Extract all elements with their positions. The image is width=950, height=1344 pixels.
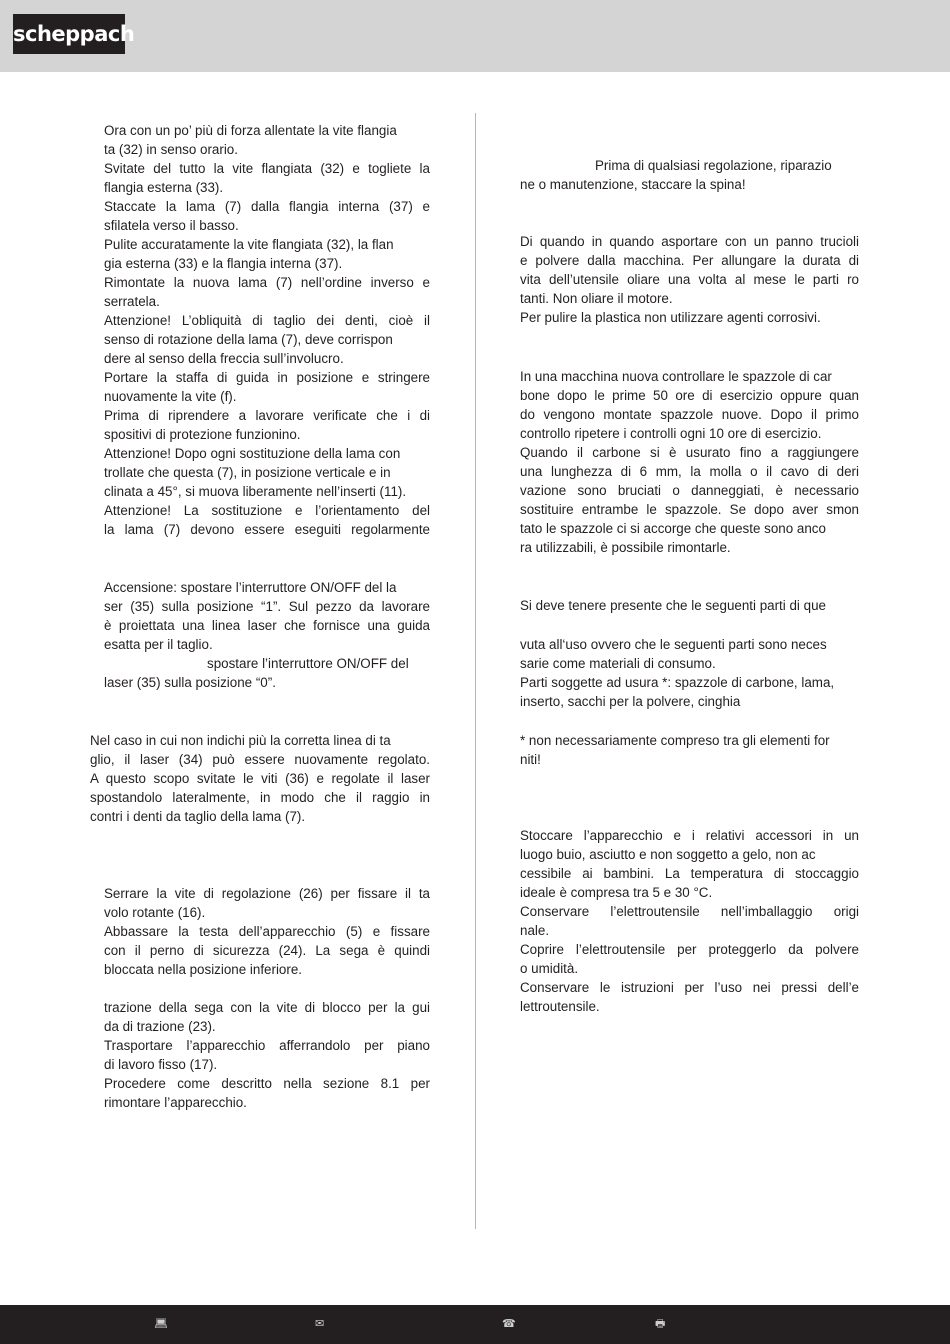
right-text-line: sostituire entrambe le spazzole. Se dopo aver smon: [520, 502, 859, 517]
right-text-line: * non necessariamente compreso tra gli elementi for: [520, 733, 830, 748]
phone-icon: ☎︎: [502, 1318, 516, 1330]
left-text-line: trazione della sega con la vite di blocco per la gui: [104, 1000, 430, 1015]
computer-icon: 💻︎: [154, 1318, 168, 1330]
left-text-line: sfilatela verso il basso.: [104, 218, 239, 233]
right-text-line: In una macchina nuova controllare le spazzole di car: [520, 369, 832, 384]
right-text-line: tato le spazzole ci si accorge che queste sono anco: [520, 521, 826, 536]
right-text-line: una lunghezza di 6 mm, la molla o il cavo di deri: [520, 464, 859, 479]
left-text-line: Serrare la vite di regolazione (26) per fissare il ta: [104, 886, 430, 901]
right-text-line: o umidità.: [520, 961, 579, 976]
left-text-line: laser (35) sulla posizione “0”.: [104, 675, 276, 690]
left-text-line: senso di rotazione della lama (7), deve corrispon: [104, 332, 393, 347]
right-text-line: cessibile ai bambini. La temperatura di stoccaggio: [520, 866, 859, 881]
left-text-line: contri i denti da taglio della lama (7).: [90, 809, 306, 824]
left-text-line: Prima di riprendere a lavorare verificate che i di: [104, 408, 430, 423]
left-text-line: Abbassare la testa dell’apparecchio (5) e fissare: [104, 924, 430, 939]
left-text-line: con il perno di sicurezza (24). La sega è quindi: [104, 943, 430, 958]
right-text-line: e polvere dalla macchina. Per allungare la durata di: [520, 253, 859, 268]
left-text-line: bloccata nella posizione inferiore.: [104, 962, 303, 977]
page-footer: [0, 1305, 950, 1344]
column-divider: [475, 113, 476, 1229]
left-text-line: ser (35) sulla posizione “1”. Sul pezzo da lavorare: [104, 599, 430, 614]
left-text-line: gia esterna (33) e la flangia interna (37).: [104, 256, 343, 271]
left-text-line: A questo scopo svitate le viti (36) e regolate il laser: [90, 771, 430, 786]
right-text-line: vazione sono bruciati o danneggiati, è necessario: [520, 483, 859, 498]
scheppach-logo: scheppach: [13, 14, 125, 54]
left-text-line: ta (32) in senso orario.: [104, 142, 238, 157]
right-text-line: inserto, sacchi per la polvere, cinghia: [520, 694, 741, 709]
right-text-line: ideale è compresa tra 5 e 30 °C.: [520, 885, 713, 900]
left-text-line: dere al senso della freccia sull’involucro.: [104, 351, 344, 366]
right-text-line: Per pulire la plastica non utilizzare agenti corrosivi.: [520, 310, 821, 325]
right-text-line: Conservare le istruzioni per l’uso nei pressi dell’e: [520, 980, 859, 995]
right-text-line: niti!: [520, 752, 541, 767]
right-text-line: vita dell’utensile oliare una volta al mese le parti ro: [520, 272, 859, 287]
right-text-line: ra utilizzabili, è possibile rimontarle.: [520, 540, 731, 555]
left-text-line: rimontare l’apparecchio.: [104, 1095, 247, 1110]
left-text-line: glio, il laser (34) può essere nuovamente regolato.: [90, 752, 430, 767]
left-text-line: Attenzione! Dopo ogni sostituzione della lama con: [104, 446, 401, 461]
left-text-line: flangia esterna (33).: [104, 180, 224, 195]
left-text-line: spostandolo lateralmente, in modo che il raggio in: [90, 790, 430, 805]
right-text-line: sarie come materiali di consumo.: [520, 656, 716, 671]
right-text-line: Stoccare l’apparecchio e i relativi accessori in un: [520, 828, 859, 843]
left-text-line: Staccate la lama (7) dalla flangia interna (37) e: [104, 199, 430, 214]
right-text-line: Conservare l’elettroutensile nell’imballaggio origi: [520, 904, 859, 919]
right-text-line: Si deve tenere presente che le seguenti parti di que: [520, 598, 826, 613]
left-text-line: nuovamente la vite (f).: [104, 389, 237, 404]
right-text-line: Di quando in quando asportare con un panno trucioli: [520, 234, 859, 249]
left-text-line: spositivi di protezione funzionino.: [104, 427, 301, 442]
left-text-line: serratela.: [104, 294, 160, 309]
left-text-line: Trasportare l’apparecchio afferrandolo per piano: [104, 1038, 430, 1053]
left-text-line: Accensione: spostare l’interruttore ON/OFF del la: [104, 580, 397, 595]
left-text-line: clinata a 45°, si muova liberamente nell’inserti (11).: [104, 484, 407, 499]
left-text-line: Procedere come descritto nella sezione 8.1 per: [104, 1076, 430, 1091]
left-text-line: Attenzione! La sostituzione e l’orientamento del: [104, 503, 430, 518]
right-text-line: tanti. Non oliare il motore.: [520, 291, 673, 306]
left-text-line: volo rotante (16).: [104, 905, 206, 920]
left-text-line: trollate che questa (7), in posizione verticale e in: [104, 465, 391, 480]
page-header: [0, 0, 950, 72]
right-text-line: nale.: [520, 923, 550, 938]
right-text-line: bone dopo le prime 50 ore di esercizio oppure quan: [520, 388, 859, 403]
email-icon: ✉︎: [315, 1318, 325, 1330]
right-text-line: Parti soggette ad usura *: spazzole di carbone, lama,: [520, 675, 835, 690]
left-text-line: è proiettata una linea laser che fornisce una guida: [104, 618, 430, 633]
right-text-line: Coprire l’elettroutensile per proteggerlo da polvere: [520, 942, 859, 957]
right-text-line: luogo buio, asciutto e non soggetto a gelo, non ac: [520, 847, 816, 862]
right-text-line: Prima di qualsiasi regolazione, riparazio: [595, 158, 832, 173]
right-text-line: do vengono montate spazzole nuove. Dopo il primo: [520, 407, 859, 422]
left-text-line: di lavoro fisso (17).: [104, 1057, 218, 1072]
left-text-line: Attenzione! L’obliquità di taglio dei denti, cioè il: [104, 313, 430, 328]
left-text-line: Nel caso in cui non indichi più la corretta linea di ta: [90, 733, 391, 748]
left-text-line: spostare l’interruttore ON/OFF del: [207, 656, 409, 671]
left-text-line: la lama (7) devono essere eseguiti regolarmente: [104, 522, 430, 537]
left-text-line: Svitate del tutto la vite flangiata (32) e togliete la: [104, 161, 430, 176]
left-text-line: Pulite accuratamente la vite flangiata (32), la flan: [104, 237, 394, 252]
left-text-line: Portare la staffa di guida in posizione e stringere: [104, 370, 430, 385]
left-text-line: Ora con un po’ più di forza allentate la vite flangia: [104, 123, 397, 138]
fax-icon: 🖶︎: [655, 1318, 666, 1330]
right-text-line: vuta all‘uso ovvero che le seguenti parti sono neces: [520, 637, 827, 652]
right-text-line: Quando il carbone si è usurato fino a raggiungere: [520, 445, 859, 460]
left-text-line: esatta per il taglio.: [104, 637, 213, 652]
right-text-line: controllo ripetere i controlli ogni 10 ore di esercizio.: [520, 426, 822, 441]
left-text-line: da di trazione (23).: [104, 1019, 216, 1034]
right-text-line: ne o manutenzione, staccare la spina!: [520, 177, 746, 192]
right-text-line: lettroutensile.: [520, 999, 600, 1014]
left-text-line: Rimontate la nuova lama (7) nell’ordine inverso e: [104, 275, 430, 290]
